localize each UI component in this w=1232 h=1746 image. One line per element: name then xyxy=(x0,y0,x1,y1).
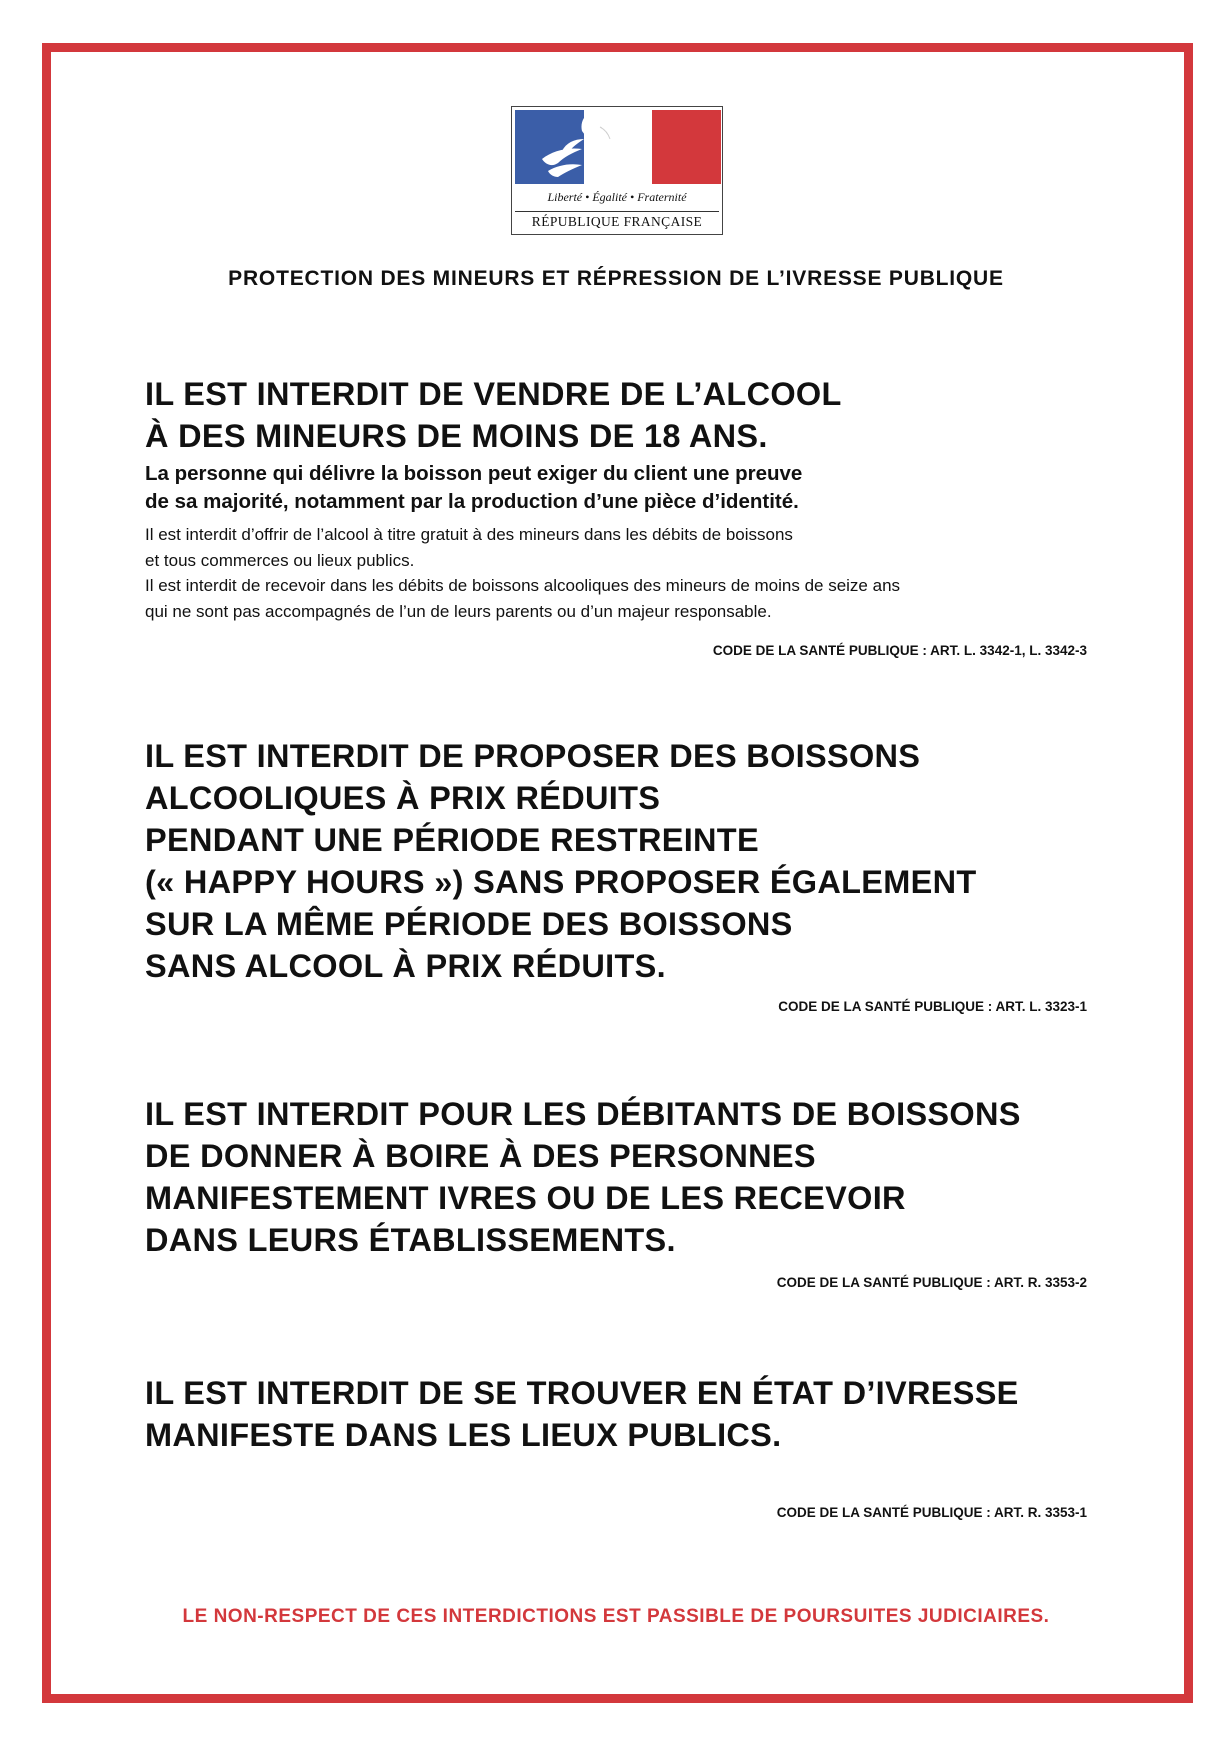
page-subtitle: PROTECTION DES MINEURS ET RÉPRESSION DE L’IVRESSE PUBLIQUE xyxy=(228,267,1004,290)
logo-motto: Liberté • Égalité • Fraternité xyxy=(547,190,687,204)
section-3-reference: CODE DE LA SANTÉ PUBLIQUE : ART. R. 3353-2 xyxy=(776,1275,1087,1290)
section-4-heading: IL EST INTERDIT DE SE TROUVER EN ÉTAT D’IVRESSE MANIFESTE DANS LES LIEUX PUBLICS. xyxy=(145,1375,1019,1453)
section-2-reference: CODE DE LA SANTÉ PUBLIQUE : ART. L. 3323-1 xyxy=(778,999,1087,1014)
section-2-heading: IL EST INTERDIT DE PROPOSER DES BOISSONS ALCOOLIQUES À PRIX RÉDUITS PENDANT UNE PÉRIODE RESTREINTE (« HAPPY HOURS ») SANS PROPOSER ÉGALEMENT SUR LA MÊME PÉRIODE DES BOISSONS SANS ALCOOL À PRIX RÉDUITS. xyxy=(145,738,977,984)
section-4-reference: CODE DE LA SANTÉ PUBLIQUE : ART. R. 3353-1 xyxy=(776,1505,1087,1520)
section-1-heading: IL EST INTERDIT DE VENDRE DE L’ALCOOL À DES MINEURS DE MOINS DE 18 ANS. xyxy=(145,376,842,454)
section-1-body: Il est interdit d’offrir de l’alcool à titre gratuit à des mineurs dans les débits de boissons et tous commerces ou lieux publics. Il est interdit de recevoir dans les débits de boissons alcooliques des mineurs de moins de seize ans qui ne sont pas accompagnés de l’un de leurs parents ou d’un majeur responsable. xyxy=(145,525,901,621)
legal-warning-footer: LE NON-RESPECT DE CES INTERDICTIONS EST PASSIBLE DE POURSUITES JUDICIAIRES. xyxy=(182,1606,1050,1627)
section-1-reference: CODE DE LA SANTÉ PUBLIQUE : ART. L. 3342-1, L. 3342-3 xyxy=(712,643,1087,658)
marianne-logo xyxy=(511,106,723,235)
logo-republic-name: RÉPUBLIQUE FRANÇAISE xyxy=(515,211,719,230)
section-3-heading: IL EST INTERDIT POUR LES DÉBITANTS DE BOISSONS DE DONNER À BOIRE À DES PERSONNES MANIFESTEMENT IVRES OU DE LES RECEVOIR DANS LEURS ÉTABLISSEMENTS. xyxy=(145,1096,1021,1258)
flag-marianne-icon xyxy=(512,107,724,193)
section-1-lead: La personne qui délivre la boisson peut exiger du client une preuve de sa majorité, notamment par la production d’une pièce d’identité. xyxy=(145,462,803,513)
